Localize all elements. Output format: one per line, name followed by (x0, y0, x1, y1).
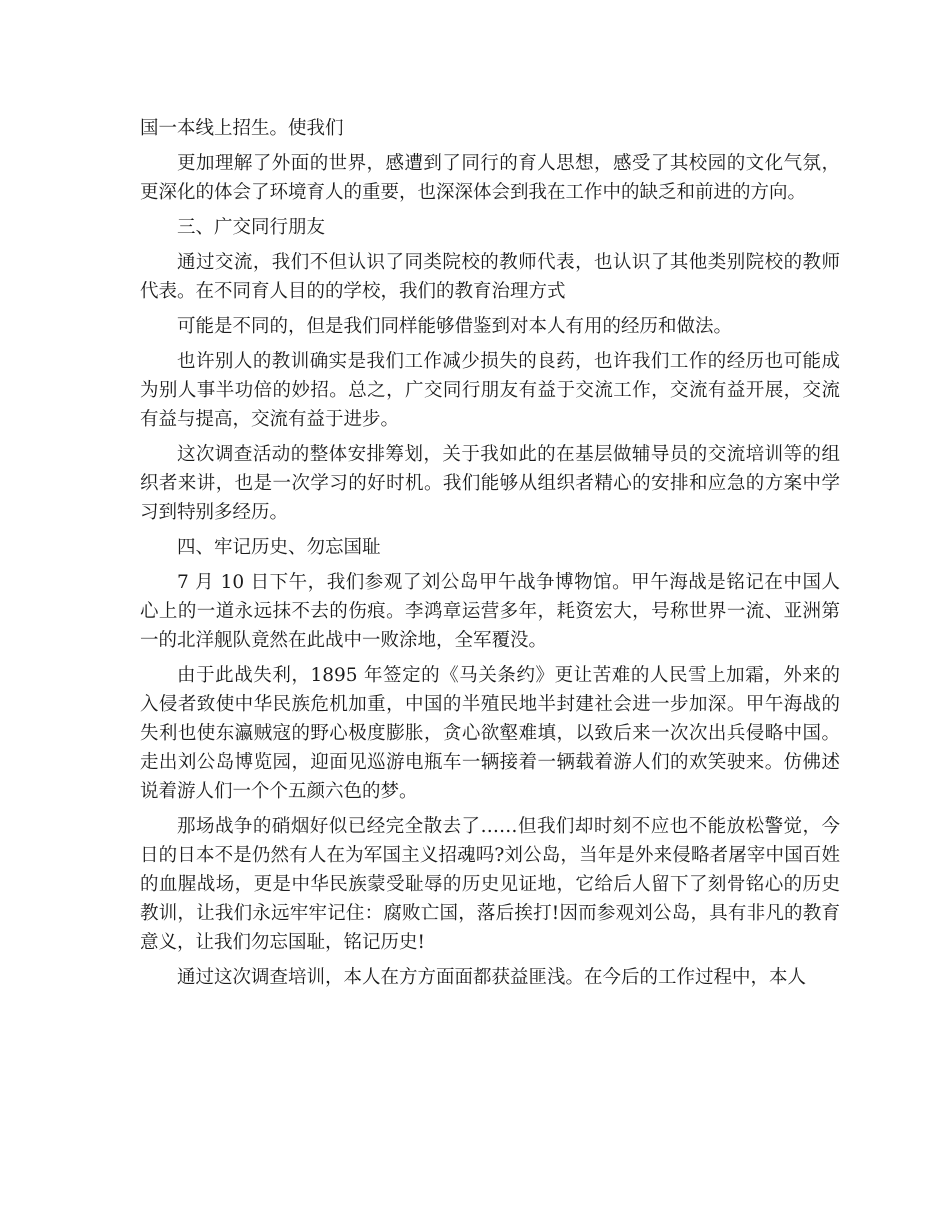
paragraph: 7 月 10 日下午，我们参观了刘公岛甲午战争博物馆。甲午海战是铭记在中国人心上的一道永远抹不去的伤痕。李鸿章运营多年，耗资宏大，号称世界一流、亚洲第一的北洋舰队竟然在此战中一败涂地，全军覆没。 (140, 572, 840, 651)
paragraph: 那场战争的硝烟好似已经完全散去了……但我们却时刻不应也不能放松警觉，今日的日本不是仍然有人在为军国主义招魂吗?刘公岛，当年是外来侵略者屠宰中国百姓的血腥战场，更是中华民族蒙受耻辱的历史见证地，它给后人留下了刻骨铭心的历史教训，让我们永远牢牢记住：腐败亡国，落后挨打!因而参观刘公岛，具有非凡的教育意义，让我们勿忘国耻，铭记历史! (140, 816, 840, 953)
document-body (140, 114, 840, 998)
paragraph: 通过交流，我们不但认识了同类院校的教师代表，也认识了其他类别院校的教师代表。在不同育人目的的学校，我们的教育治理方式 (140, 252, 840, 302)
paragraph-continuation: 国一本线上招生。使我们 (140, 118, 344, 139)
paragraph: 可能是不同的，但是我们同样能够借鉴到对本人有用的经历和做法。 (177, 316, 733, 337)
paragraph: 由于此战失利，1895 年签定的《马关条约》更让苦难的人民雪上加霜，外来的入侵者致使中华民族危机加重，中国的半殖民地半封建社会进一步加深。甲午海战的失利也使东瀛贼寇的野心极度膨胀，贪心欲壑难填，以致后来一次次出兵侵略中国。走出刘公岛博览园，迎面见巡游电瓶车一辆接着一辆载着游人们的欢笑驶来。仿佛述说着游人们一个个五颜六色的梦。 (140, 665, 840, 802)
paragraph: 更加理解了外面的世界，感遭到了同行的育人思想，感受了其校园的文化气氛，更深化的体会了环境育人的重要，也深深体会到我在工作中的缺乏和前进的方向。 (140, 153, 840, 203)
section-heading: 三、广交同行朋友 (177, 217, 326, 238)
paragraph: 这次调查活动的整体安排筹划，关于我如此的在基层做辅导员的交流培训等的组织者来讲，也是一次学习的好时机。我们能够从组织者精心的安排和应急的方案中学习到特别多经历。 (140, 444, 840, 523)
paragraph: 也许别人的教训确实是我们工作减少损失的良药，也许我们工作的经历也可能成为别人事半功倍的妙招。总之，广交同行朋友有益于交流工作，交流有益开展，交流有益与提高，交流有益于进步。 (140, 351, 840, 430)
section-heading: 四、牢记历史、勿忘国耻 (177, 537, 381, 558)
paragraph: 通过这次调查培训，本人在方方面面都获益匪浅。在今后的工作过程中，本人 (177, 967, 807, 988)
